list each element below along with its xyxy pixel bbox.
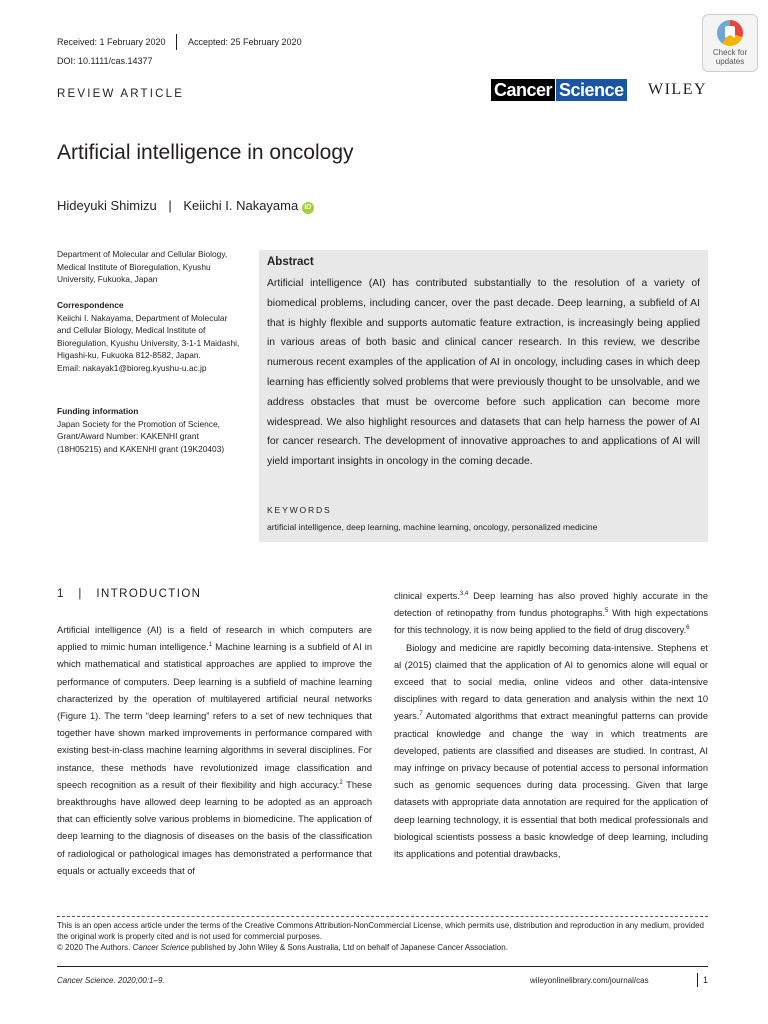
intro-paragraph-2: [394, 640, 708, 864]
intro-paragraph-1: [57, 622, 372, 880]
right-body-column: [394, 588, 708, 863]
text-run: These breakthroughs have allowed deep learning to be adopted as an approach that can efficiently solve various problems in biomedicine. The application of deep learning to the diagnosis of diseases on the basis of the classification of radiological or pathological images has demonstrated a performance that equals or actually exceeds that of: [57, 779, 372, 876]
page-number-divider: [697, 973, 698, 987]
journal-url[interactable]: wileyonlinelibrary.com/journal/cas: [530, 976, 649, 985]
journal-citation: Cancer Science. 2020;00:1–9.: [57, 976, 165, 985]
publisher-logo[interactable]: WILEY: [648, 81, 708, 98]
article-title: Artificial intelligence in oncology: [57, 141, 354, 164]
copyright-text: © 2020 The Authors.: [57, 943, 133, 953]
orcid-icon[interactable]: iD: [302, 202, 314, 214]
page-number: 1: [703, 975, 709, 985]
funding-block: [57, 405, 242, 455]
text-run: With high expectations for this technology, it is now being applied to the field of drug discovery.: [394, 608, 708, 636]
keywords-heading: KEYWORDS: [267, 505, 332, 515]
funding-text: Japan Society for the Promotion of Science, Grant/Award Number: KAKENHI grant (18H05215) and KAKENHI grant (19K20403): [57, 418, 225, 454]
correspondence-heading: Correspondence: [57, 300, 124, 310]
text-run: Deep learning has also proved highly accurate in the detection of retinopathy from fundus photographs.: [394, 591, 708, 619]
accepted-date: Accepted: 25 February 2020: [188, 37, 302, 47]
author-shimizu[interactable]: Hideyuki Shimizu: [57, 198, 157, 213]
logo-part-cancer: Cancer: [491, 79, 555, 101]
citation-ref-2[interactable]: 2: [339, 779, 343, 786]
citation-ref-1[interactable]: 1: [208, 642, 213, 649]
keywords-list: artificial intelligence, deep learning, machine learning, oncology, personalized medicine: [267, 522, 598, 532]
check-updates-icon: [717, 20, 743, 46]
license-notice: [57, 920, 708, 954]
check-updates-label: Check for updates: [712, 48, 748, 66]
article-type: REVIEW ARTICLE: [57, 88, 185, 100]
citation-ref-7[interactable]: 7: [419, 711, 423, 718]
intro-paragraph-1-cont: [394, 588, 708, 640]
abstract-box: [259, 250, 708, 542]
text-run: clinical experts.: [394, 591, 460, 601]
copyright-journal: Cancer Science: [132, 943, 190, 953]
funding-heading: Funding information: [57, 406, 139, 416]
footer-rule: [57, 916, 708, 917]
author-nakayama[interactable]: Keiichi I. Nakayama: [183, 198, 299, 213]
text-run: Biology and medicine are rapidly becoming data-intensive. Stephens et al (2015) claimed that the application of AI to genomics alone will equal or exceed that to social media, online videos and other data-intensive disciplines with regard to data generation and analysis within the next 10 years.: [394, 642, 708, 722]
author-list: [57, 198, 314, 214]
copyright-text: published by John Wiley & Sons Australia, Ltd on behalf of Japanese Cancer Association.: [189, 943, 508, 953]
correspondence-email[interactable]: Email: nakayak1@bioreg.kyushu-u.ac.jp: [57, 362, 207, 373]
citation-ref-3-4[interactable]: 3,4: [459, 590, 469, 597]
section-title: INTRODUCTION: [96, 588, 202, 600]
left-body-column: [57, 622, 372, 880]
license-text: This is an open access article under the terms of the Creative Commons Attribution-NonCommercial License, which permits use, distribution and reproduction in any medium, provided the original work is properly cited and is not used for commercial purposes.: [57, 921, 704, 942]
section-separator: |: [78, 588, 83, 600]
section-heading-introduction: [57, 588, 201, 600]
section-number: 1: [57, 588, 65, 600]
author-separator: |: [168, 198, 172, 213]
footer-bottom-rule: [57, 966, 708, 967]
text-run: Artificial intelligence (AI) is a field of research in which computers are applied to mimic human intelligence.: [57, 625, 372, 653]
check-for-updates-button[interactable]: [702, 14, 758, 72]
journal-logo[interactable]: [491, 79, 627, 101]
abstract-heading: Abstract: [267, 256, 314, 268]
doi[interactable]: DOI: 10.1111/cas.14377: [57, 56, 153, 66]
text-run: Automated algorithms that extract meaningful patterns can provide practical knowledge and change the way in which treatments are developed, patients are classified and diseases are studied. In contrast, AI may infringe on privacy because of potential access to personal information such as genomic sequences during data processing. Given that large datasets with appropriate data annotation are required for the application of deep learning technology, it is essential that both medical professionals and biological scientists possess a basic knowledge of deep learning, including its applications and potential drawbacks,: [394, 711, 708, 860]
affiliation: Department of Molecular and Cellular Biology, Medical Institute of Bioregulation, Kyushu University, Fukuoka, Japan: [57, 249, 228, 285]
logo-part-science: Science: [556, 79, 627, 101]
copyright-line: [57, 942, 708, 953]
citation-ref-6[interactable]: 6: [686, 625, 690, 632]
correspondence-block: [57, 299, 242, 375]
correspondence-address: Keiichi I. Nakayama, Department of Molecular and Cellular Biology, Medical Institute of Bioregulation, Kyushu University, 3-1-1 Maidashi, Higashi-ku, Fukuoka 812-8582, Japan.: [57, 312, 240, 361]
received-date: Received: 1 February 2020: [57, 37, 166, 47]
abstract-text: Artificial intelligence (AI) has contributed substantially to the resolution of a variety of biomedical problems, including cancer, over the past decade. Deep learning, a subfield of AI that is highly flexible and supports automatic feature extraction, is increasingly being applied in various areas of both basic and clinical cancer research. In this review, we describe numerous recent examples of the application of AI in oncology, including cases in which deep learning has efficiently solved problems that were previously thought to be unsolvable, and we address obstacles that must be overcome before such application can become more widespread. We also highlight resources and datasets that can help harness the power of AI for cancer research. The development of innovative approaches to and applications of AI will yield important insights in oncology in the coming decade.: [267, 278, 700, 468]
citation-ref-5[interactable]: 5: [605, 608, 609, 615]
header-divider: [176, 34, 177, 50]
text-run: Machine learning is a subfield of AI in which mathematical and statistical approaches are applied to improve the performance of computers. Deep learning is a subfield of machine learning characterized by the operation of multilayered artificial neural networks (Figure 1). The term “deep learning” refers to a set of new techniques that together have shown marked improvements in performance compared with existing best-in-class machine learning algorithms in several disciplines. For instance, these methods have revolutionized image classification and speech recognition as a result of their flexibility and high accuracy.: [57, 642, 372, 790]
